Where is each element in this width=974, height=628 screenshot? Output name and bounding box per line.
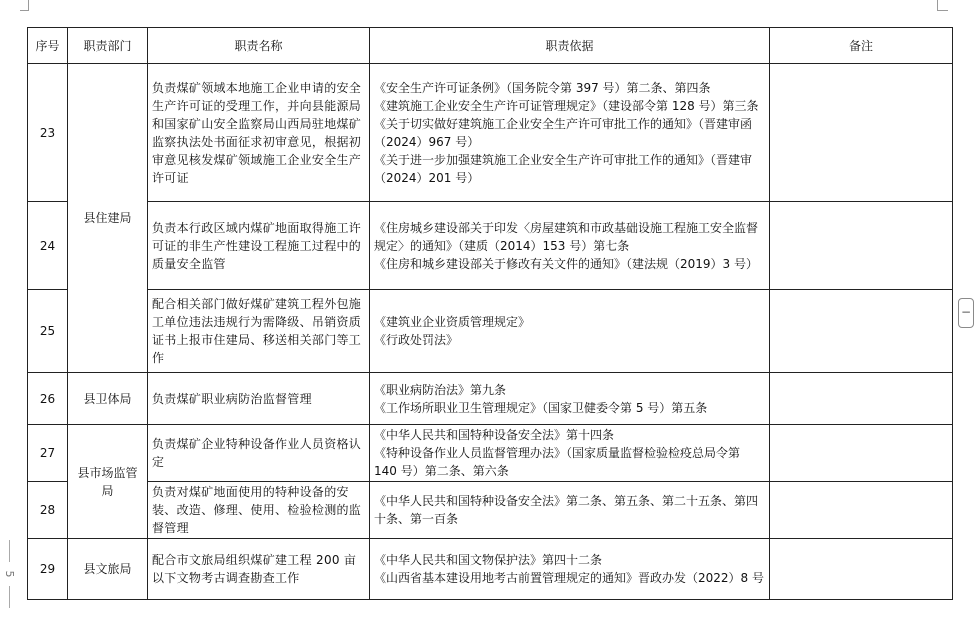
row-remarks: [770, 482, 953, 539]
header-remarks: 备注: [770, 28, 953, 64]
row-remarks: [770, 202, 953, 290]
basis-line: 《关于进一步加强建筑施工企业安全生产许可审批工作的通知》（晋建审（2024）201 号）: [374, 152, 753, 185]
sidebar-collapse-handle[interactable]: [958, 298, 974, 328]
header-department: 职责部门: [68, 28, 148, 64]
header-duty-basis: 职责依据: [370, 28, 770, 64]
basis-line: 《安全生产许可证条例》（国务院令第 397 号）第二条、第四条: [374, 80, 711, 95]
row-remarks: [770, 425, 953, 482]
row-department: 县市场监管局: [68, 425, 148, 539]
row-duty-basis: [370, 202, 770, 290]
row-duty-basis: [370, 539, 770, 600]
basis-line: 《中华人民共和国文物保护法》第四十二条: [374, 553, 603, 567]
row-duty-basis: [370, 482, 770, 539]
basis-line: 《特种设备作业人员监督管理办法》（国家质量监督检验检疫总局令第 140 号）第二条、第六条: [374, 446, 741, 478]
row-serial: 27: [28, 425, 68, 482]
row-department: 县卫体局: [68, 373, 148, 425]
minus-icon: −: [960, 305, 972, 319]
row-remarks: [770, 539, 953, 600]
basis-line: 《住房城乡建设部关于印发〈房屋建筑和市政基础设施工程施工安全监督规定〉的通知》（建质（2014）153 号）第七条: [374, 220, 759, 253]
duty-table: [27, 27, 953, 600]
row-duty-name: 负责煤矿领域本地施工企业申请的安全生产许可证的受理工作，并向县能源局和国家矿山安全监察局山西局驻地煤矿监察执法处书面征求初审意见，根据初审意见核发煤矿领域施工企业安全生产许可证: [148, 64, 370, 202]
table-row: [28, 64, 953, 202]
row-remarks: [770, 290, 953, 373]
basis-line: 《山西省基本建设用地考古前置管理规定的通知》晋政办发（2022）8 号: [374, 571, 764, 585]
page-number-text: 5: [3, 570, 16, 578]
basis-line: 《行政处罚法》: [374, 333, 459, 347]
row-duty-name: 配合市文旅局组织煤矿建工程 200 亩以下文物考古调查勘查工作: [148, 539, 370, 600]
row-remarks: [770, 373, 953, 425]
row-duty-basis: [370, 64, 770, 202]
row-duty-basis: [370, 425, 770, 482]
row-duty-name: 负责煤矿职业病防治监督管理: [148, 373, 370, 425]
table-row: [28, 373, 953, 425]
row-serial: 26: [28, 373, 68, 425]
table-row: [28, 482, 953, 539]
page-number-rule-top: [9, 540, 10, 562]
basis-line: 《建筑业企业资质管理规定》: [374, 315, 531, 329]
row-duty-name: 负责对煤矿地面使用的特种设备的安装、改造、修理、使用、检验检测的监督管理: [148, 482, 370, 539]
table-row: [28, 290, 953, 373]
basis-line: 《建筑施工企业安全生产许可证管理规定》（建设部令第 128 号）第三条: [374, 98, 759, 113]
row-duty-basis: [370, 373, 770, 425]
table-row: [28, 202, 953, 290]
row-department: 县文旅局: [68, 539, 148, 600]
page-number: [2, 540, 16, 608]
table-header-row: [28, 28, 953, 64]
table-row: [28, 539, 953, 600]
row-department: 县住建局: [68, 64, 148, 373]
header-duty-name: 职责名称: [148, 28, 370, 64]
row-duty-name: 负责本行政区域内煤矿地面取得施工许可证的非生产性建设工程施工过程中的质量安全监管: [148, 202, 370, 290]
table-row: [28, 425, 953, 482]
row-serial: 24: [28, 202, 68, 290]
crop-mark-top-left: [20, 0, 29, 11]
row-duty-name: 配合相关部门做好煤矿建筑工程外包施工单位违法违规行为需降级、吊销资质证书上报市住建局、移送相关部门等工作: [148, 290, 370, 373]
row-serial: 29: [28, 539, 68, 600]
row-serial: 25: [28, 290, 68, 373]
basis-line: 《中华人民共和国特种设备安全法》第二条、第五条、第二十五条、第四十条、第一百条: [374, 494, 759, 526]
basis-line: 《住房和城乡建设部关于修改有关文件的通知》（建法规（2019）3 号）: [374, 256, 758, 271]
header-serial: 序号: [28, 28, 68, 64]
row-serial: 28: [28, 482, 68, 539]
crop-mark-top-right: [937, 0, 948, 11]
row-serial: 23: [28, 64, 68, 202]
page-number-rule-bottom: [9, 586, 10, 608]
basis-line: 《职业病防治法》第九条: [374, 382, 507, 397]
basis-line: 《中华人民共和国特种设备安全法》第十四条: [374, 428, 615, 442]
row-remarks: [770, 64, 953, 202]
basis-line: 《关于切实做好建筑施工企业安全生产许可审批工作的通知》（晋建审函（2024）967 号）: [374, 116, 753, 149]
basis-line: 《工作场所职业卫生管理规定》（国家卫健委令第 5 号）第五条: [374, 400, 708, 415]
row-duty-basis: [370, 290, 770, 373]
row-duty-name: 负责煤矿企业特种设备作业人员资格认定: [148, 425, 370, 482]
